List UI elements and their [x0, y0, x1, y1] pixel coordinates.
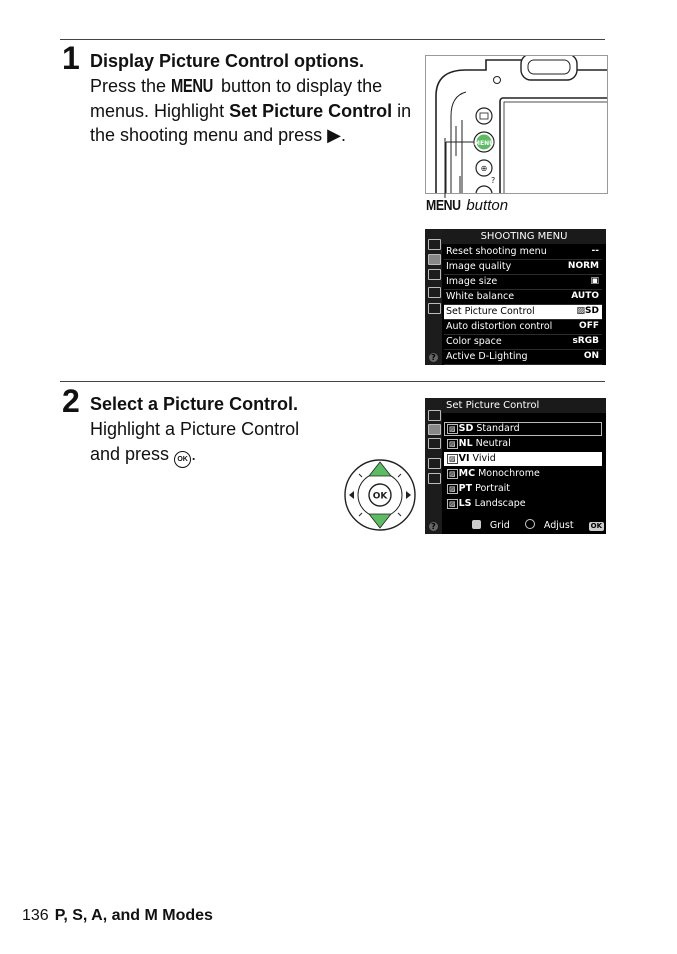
menu-row[interactable]: Image quality NORM [444, 260, 602, 275]
shooting-menu-title: SHOOTING MENU [442, 229, 606, 244]
shooting-tab-icon[interactable] [428, 424, 441, 435]
svg-text:MENU: MENU [474, 140, 494, 147]
setup-tab-icon[interactable] [428, 438, 441, 449]
recent-settings-tab-icon[interactable] [428, 303, 441, 314]
section-divider-2 [60, 381, 605, 382]
zoom-icon [472, 520, 481, 529]
step-number-2: 2 [62, 383, 80, 419]
setup-tab-icon[interactable] [428, 269, 441, 280]
menu-row[interactable]: Auto distortion control OFF [444, 320, 602, 335]
callout-line [440, 138, 450, 200]
shooting-menu-screen [425, 229, 606, 365]
help-icon: ? [429, 353, 438, 362]
playback-tab-icon[interactable] [428, 410, 441, 421]
adjust-hint: Adjust [519, 520, 574, 531]
retouch-tab-icon[interactable] [428, 287, 441, 298]
picture-control-row-highlighted[interactable]: ▨ VI Vivid [444, 452, 602, 466]
ok-hint: OK OK [590, 522, 604, 547]
dial-icon [525, 519, 535, 529]
step-1-heading: Display Picture Control options. [90, 51, 365, 71]
svg-text:⊕: ⊕ [480, 164, 488, 173]
step-2-heading: Select a Picture Control. [90, 394, 299, 414]
picture-control-row[interactable]: ▨ SD Standard [444, 422, 602, 436]
picture-control-row[interactable]: ▨ PT Portrait [449, 483, 511, 494]
menu-tab-column [425, 229, 442, 365]
menu-button-caption: MENU button [426, 197, 509, 214]
step-1-body: Press the MENU button to display the menus. Highlight Set Picture Control in the shooting menu and press ▶. [90, 76, 412, 145]
step-2-body: Highlight a Picture Control and press OK . [90, 417, 330, 468]
menu-row[interactable]: Image size ▣ [444, 275, 602, 290]
page-number: 136 [22, 907, 49, 924]
ok-button-icon: OK [174, 451, 191, 468]
grid-hint: Grid [466, 520, 510, 531]
picture-control-footer [444, 518, 604, 547]
svg-text:OK: OK [372, 491, 388, 502]
picture-control-row[interactable]: ▨ LS Landscape [449, 498, 526, 509]
menu-row[interactable]: White balance AUTO [444, 290, 602, 305]
menu-row-highlighted[interactable]: Set Picture Control ▨SD [444, 305, 602, 320]
shooting-tab-icon[interactable] [428, 254, 441, 265]
picture-control-screen [425, 398, 606, 547]
page-footer [22, 906, 213, 926]
menu-row[interactable]: Reset shooting menu -- [444, 245, 602, 260]
menu-tab-column [425, 398, 442, 534]
picture-control-title: Set Picture Control [442, 398, 606, 413]
picture-control-row[interactable]: ▨ NL Neutral [449, 438, 511, 449]
menu-row[interactable]: Active D-Lighting ON [444, 350, 602, 365]
multi-selector-diagram [343, 458, 417, 532]
step-number-1: 1 [62, 40, 80, 76]
svg-text:?: ? [491, 176, 496, 185]
camera-back-illustration [425, 55, 608, 194]
retouch-tab-icon[interactable] [428, 458, 441, 469]
picture-control-row[interactable]: ▨ MC Monochrome [449, 468, 540, 479]
ok-icon: OK [590, 522, 602, 530]
menu-row[interactable]: Color space sRGB [444, 335, 602, 350]
section-divider-1 [60, 39, 605, 40]
recent-settings-tab-icon[interactable] [428, 473, 441, 484]
help-icon: ? [429, 522, 438, 531]
section-title: P, S, A, and M Modes [54, 907, 213, 924]
playback-tab-icon[interactable] [428, 239, 441, 250]
